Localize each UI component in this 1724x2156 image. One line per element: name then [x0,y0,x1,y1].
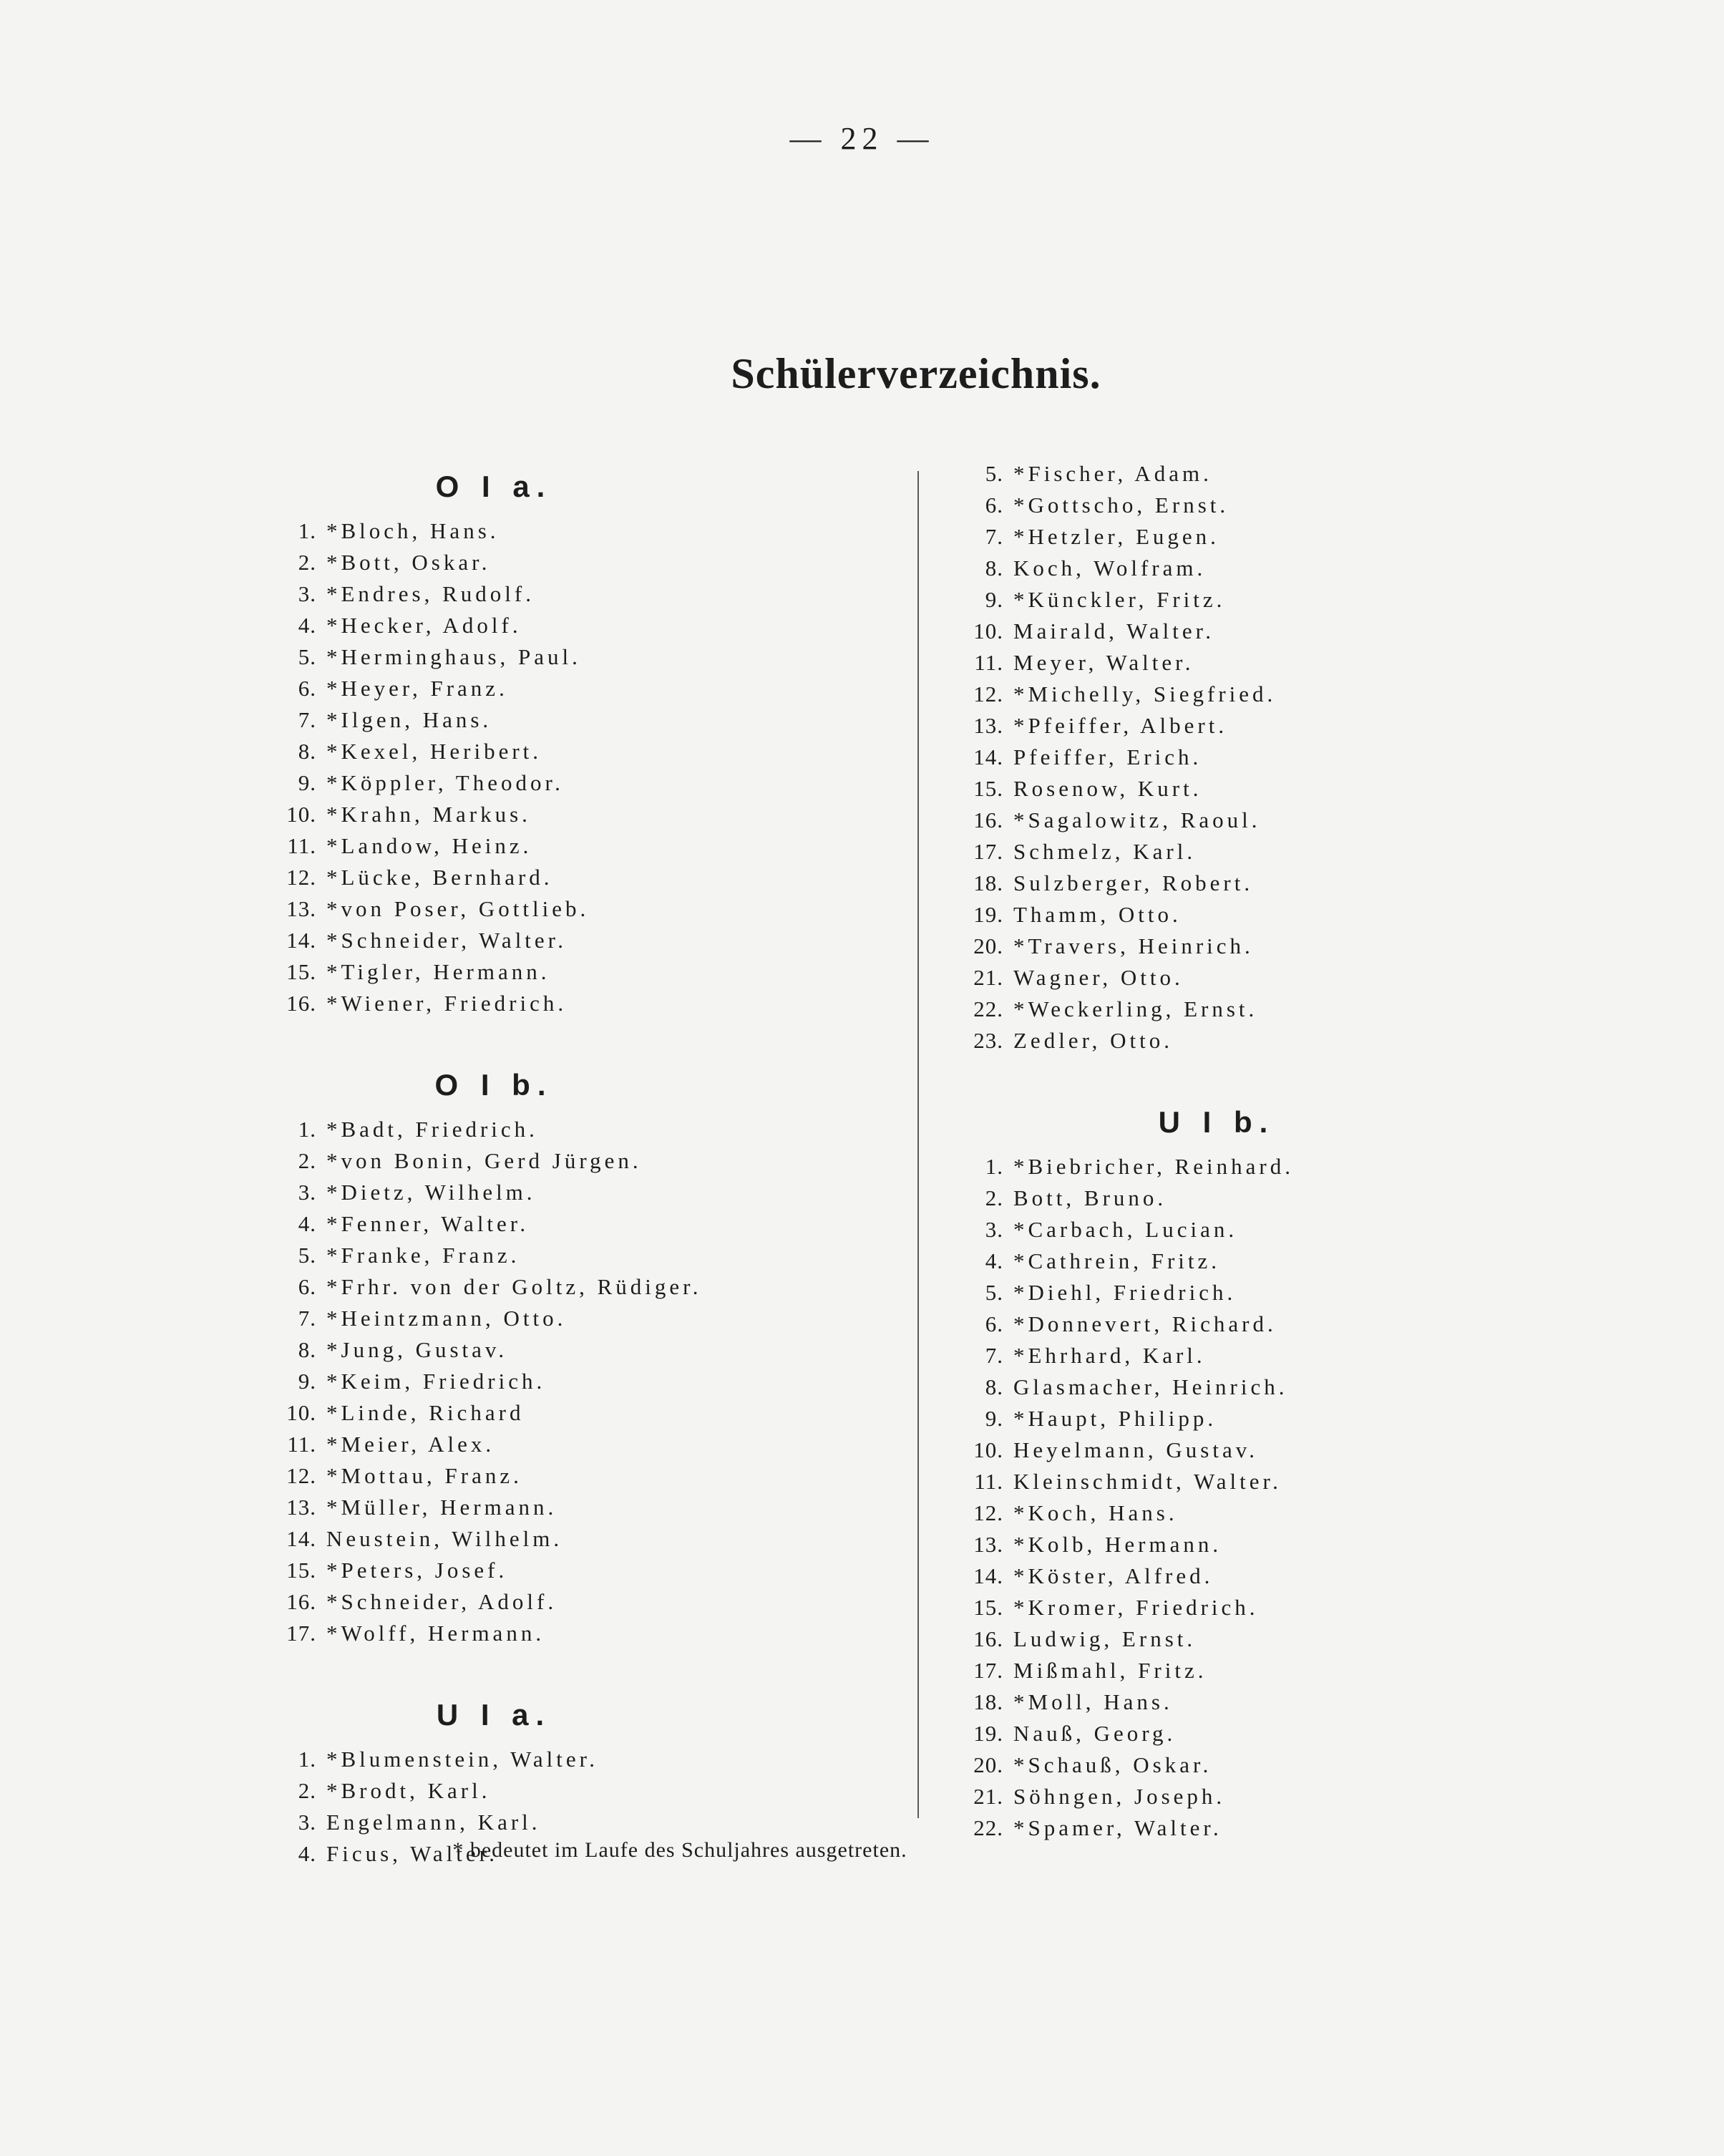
student-name: *Spamer, Walter. [1013,1815,1222,1840]
student-name: Wagner, Otto. [1013,965,1184,990]
class-heading: O I b. [434,1068,553,1102]
student-name: *Tigler, Hermann. [326,959,550,984]
student-name: Neustein, Wilhelm. [326,1526,563,1551]
student-name: Kleinschmidt, Walter. [1013,1469,1282,1494]
student-entry [952,553,1453,584]
student-name: *Bott, Oskar. [326,550,491,575]
entry-number: 3. [985,1217,1003,1242]
student-entry [952,1340,1453,1371]
entry-number: 13. [286,1495,316,1520]
student-entry [952,1214,1453,1245]
entry-number: 22. [973,996,1003,1021]
student-name: *Ehrhard, Karl. [1013,1343,1206,1368]
entry-number: 10. [973,1437,1003,1462]
student-name: *Blumenstein, Walter. [326,1747,599,1772]
student-name: *Schneider, Walter. [326,928,568,953]
entry-number: 8. [985,1374,1003,1399]
student-name: *Diehl, Friedrich. [1013,1280,1237,1305]
student-name: Heyelmann, Gustav. [1013,1437,1258,1462]
entry-number: 19. [973,1721,1003,1746]
student-entry [952,1277,1453,1308]
student-name: Ludwig, Ernst. [1013,1626,1197,1651]
entry-number: 8. [298,739,316,764]
entry-number: 7. [985,1343,1003,1368]
entry-number: 4. [985,1248,1003,1273]
student-list [952,458,1453,1057]
entry-number: 19. [973,902,1003,927]
entry-number: 12. [286,865,316,890]
student-name: *Michelly, Siegfried. [1013,681,1277,706]
student-name: *Müller, Hermann. [326,1495,557,1520]
entry-number: 7. [985,524,1003,549]
student-name: *Linde, Richard [326,1400,525,1425]
entry-number: 23. [973,1028,1003,1053]
student-entry [952,836,1453,868]
student-entry [265,1429,895,1460]
entry-number: 21. [973,1784,1003,1809]
student-entry [265,547,895,578]
student-name: *Schneider, Adolf. [326,1589,557,1614]
student-name: *Gottscho, Ernst. [1013,492,1229,518]
entry-number: 3. [298,1180,316,1205]
student-name: *Schauß, Oskar. [1013,1752,1212,1777]
student-entry [265,1240,895,1271]
student-name: *Mottau, Franz. [326,1463,522,1488]
student-entry [952,931,1453,962]
entry-number: 11. [287,1432,316,1457]
entry-number: 12. [286,1463,316,1488]
student-entry [952,868,1453,899]
entry-number: 15. [973,1595,1003,1620]
entry-number: 3. [298,581,316,606]
student-name: Engelmann, Karl. [326,1810,541,1835]
student-entry [265,1177,895,1208]
entry-number: 4. [298,613,316,638]
student-entry [265,956,895,988]
student-name: *Donnevert, Richard. [1013,1311,1277,1336]
entry-number: 5. [985,1280,1003,1305]
student-entry [265,1523,895,1555]
student-name: *Cathrein, Fritz. [1013,1248,1221,1273]
student-entry [265,830,895,862]
student-name: *Keim, Friedrich. [326,1369,546,1394]
student-entry [952,1497,1453,1529]
student-name: *von Bonin, Gerd Jürgen. [326,1148,642,1173]
class-section [952,458,1453,1057]
student-entry [952,1529,1453,1560]
student-entry [265,1208,895,1240]
entry-number: 8. [298,1337,316,1362]
student-name: *Kromer, Friedrich. [1013,1595,1259,1620]
student-name: *Lücke, Bernhard. [326,865,553,890]
student-entry [265,1807,895,1838]
student-name: *Koch, Hans. [1013,1500,1178,1525]
student-entry [952,1183,1453,1214]
student-entry [265,1334,895,1366]
student-entry [265,673,895,704]
entry-number: 2. [298,550,316,575]
student-name: Thamm, Otto. [1013,902,1182,927]
entry-number: 6. [985,1311,1003,1336]
student-name: *Kexel, Heribert. [326,739,542,764]
entry-number: 4. [298,1211,316,1236]
student-entry [952,1560,1453,1592]
student-entry [952,679,1453,710]
entry-number: 16. [973,1626,1003,1651]
student-name: *Haupt, Philipp. [1013,1406,1217,1431]
student-name: *Ilgen, Hans. [326,707,492,732]
student-name: *Badt, Friedrich. [326,1117,538,1142]
entry-number: 1. [298,518,316,543]
student-entry [265,893,895,925]
student-entry [265,767,895,799]
entry-number: 6. [298,676,316,701]
student-name: *Köster, Alfred. [1013,1563,1214,1588]
student-entry [265,736,895,767]
student-name: *Peters, Josef. [326,1558,508,1583]
class-section [265,458,895,1019]
entry-number: 2. [298,1148,316,1173]
entry-number: 18. [973,870,1003,895]
entry-number: 5. [985,461,1003,486]
entry-number: 13. [973,1532,1003,1557]
student-entry [265,988,895,1019]
student-name: Bott, Bruno. [1013,1185,1167,1210]
student-name: *Kolb, Hermann. [1013,1532,1222,1557]
student-entry [265,1303,895,1334]
entry-number: 11. [974,1469,1003,1494]
student-entry [952,1371,1453,1403]
student-name: *Heyer, Franz. [326,676,508,701]
entry-number: 15. [286,959,316,984]
student-list [265,515,895,1019]
student-name: Mairald, Walter. [1013,618,1214,644]
student-entry [952,490,1453,521]
entry-number: 1. [985,1154,1003,1179]
student-entry [952,1466,1453,1497]
entry-number: 4. [298,1841,316,1866]
student-name: *Moll, Hans. [1013,1689,1173,1714]
student-entry [952,1781,1453,1812]
student-name: Mißmahl, Fritz. [1013,1658,1207,1683]
entry-number: 14. [286,928,316,953]
student-name: Söhngen, Joseph. [1013,1784,1226,1809]
entry-number: 14. [973,1563,1003,1588]
student-name: Meyer, Walter. [1013,650,1194,675]
student-entry [265,1492,895,1523]
entry-number: 10. [286,802,316,827]
student-name: Rosenow, Kurt. [1013,776,1202,801]
entry-number: 21. [973,965,1003,990]
student-list [952,1151,1453,1844]
entry-number: 15. [973,776,1003,801]
right-column [952,458,1453,1844]
student-entry [952,1749,1453,1781]
student-name: *Fischer, Adam. [1013,461,1212,486]
student-name: Koch, Wolfram. [1013,555,1207,581]
student-name: *Wiener, Friedrich. [326,991,568,1016]
student-entry [952,1655,1453,1686]
entry-number: 16. [286,1589,316,1614]
entry-number: 17. [286,1621,316,1646]
student-name: *Krahn, Markus. [326,802,531,827]
entry-number: 3. [298,1810,316,1835]
student-name: *Franke, Franz. [326,1243,520,1268]
entry-number: 6. [985,492,1003,518]
footnote: * bedeutet im Laufe des Schuljahres ausgetreten. [452,1838,907,1862]
page-title: Schülerverzeichnis. [731,350,1101,397]
student-entry [265,1555,895,1586]
entry-number: 14. [973,744,1003,769]
student-entry [265,1460,895,1492]
entry-number: 9. [985,587,1003,612]
class-heading: U I b. [1158,1105,1275,1139]
student-name: *Carbach, Lucian. [1013,1217,1238,1242]
student-entry [952,1718,1453,1749]
student-entry [265,1618,895,1649]
entry-number: 13. [286,896,316,921]
entry-number: 20. [973,1752,1003,1777]
student-name: Pfeiffer, Erich. [1013,744,1202,769]
student-name: *Biebricher, Reinhard. [1013,1154,1294,1179]
entry-number: 12. [973,681,1003,706]
student-entry [952,962,1453,994]
student-entry [265,578,895,610]
student-entry [952,1151,1453,1183]
student-name: *Pfeiffer, Albert. [1013,713,1228,738]
column-divider [917,471,919,1818]
student-entry [265,1366,895,1397]
entry-number: 2. [298,1778,316,1803]
entry-number: 6. [298,1274,316,1299]
student-list [265,1114,895,1649]
student-name: Ficus, Walter. [326,1841,499,1866]
entry-number: 12. [973,1500,1003,1525]
student-entry [952,584,1453,616]
student-entry [265,1744,895,1775]
student-name: *Dietz, Wilhelm. [326,1180,536,1205]
student-entry [952,773,1453,805]
student-name: *Brodt, Karl. [326,1778,491,1803]
page-number: — 22 — [789,121,935,156]
student-name: *Hetzler, Eugen. [1013,524,1219,549]
entry-number: 5. [298,1243,316,1268]
student-entry [265,610,895,641]
entry-number: 18. [973,1689,1003,1714]
student-name: *Heintzmann, Otto. [326,1306,567,1331]
student-name: *Weckerling, Ernst. [1013,996,1258,1021]
entry-number: 9. [298,770,316,795]
entry-number: 1. [298,1117,316,1142]
student-entry [952,899,1453,931]
entry-number: 17. [973,1658,1003,1683]
student-name: *Köppler, Theodor. [326,770,564,795]
left-column [265,458,895,1870]
class-section [265,1649,895,1870]
class-section [952,1057,1453,1844]
entry-number: 16. [286,991,316,1016]
student-entry [265,1397,895,1429]
student-name: *Travers, Heinrich. [1013,933,1254,958]
student-name: *Meier, Alex. [326,1432,495,1457]
class-heading: U I a. [436,1698,552,1732]
student-name: Sulzberger, Robert. [1013,870,1254,895]
entry-number: 16. [973,807,1003,832]
entry-number: 5. [298,644,316,669]
student-name: Glasmacher, Heinrich. [1013,1374,1288,1399]
entry-number: 13. [973,713,1003,738]
student-entry [265,704,895,736]
student-entry [952,1623,1453,1655]
student-name: *von Poser, Gottlieb. [326,896,590,921]
student-name: *Landow, Heinz. [326,833,532,858]
student-name: *Frhr. von der Goltz, Rüdiger. [326,1274,702,1299]
student-entry [952,994,1453,1025]
entry-number: 20. [973,933,1003,958]
student-name: Schmelz, Karl. [1013,839,1197,864]
entry-number: 14. [286,1526,316,1551]
entry-number: 7. [298,1306,316,1331]
entry-number: 2. [985,1185,1003,1210]
entry-number: 11. [287,833,316,858]
student-entry [265,1114,895,1145]
student-entry [952,805,1453,836]
student-entry [265,925,895,956]
entry-number: 9. [985,1406,1003,1431]
entry-number: 11. [974,650,1003,675]
student-name: *Wolff, Hermann. [326,1621,545,1646]
student-entry [952,616,1453,647]
entry-number: 1. [298,1747,316,1772]
entry-number: 7. [298,707,316,732]
student-entry [265,1271,895,1303]
student-entry [265,799,895,830]
student-name: *Endres, Rudolf. [326,581,535,606]
student-entry [952,1403,1453,1434]
student-name: *Hecker, Adolf. [326,613,522,638]
student-name: *Sagalowitz, Raoul. [1013,807,1261,832]
student-entry [265,641,895,673]
student-name: *Künckler, Fritz. [1013,587,1226,612]
student-name: Nauß, Georg. [1013,1721,1177,1746]
student-entry [952,710,1453,742]
student-entry [952,742,1453,773]
student-entry [952,1686,1453,1718]
entry-number: 22. [973,1815,1003,1840]
entry-number: 15. [286,1558,316,1583]
section-gap [952,1057,1453,1094]
entry-number: 17. [973,839,1003,864]
student-entry [952,1025,1453,1057]
student-name: *Bloch, Hans. [326,518,500,543]
student-entry [952,1245,1453,1277]
student-entry [952,1434,1453,1466]
section-gap [265,1019,895,1057]
entry-number: 10. [286,1400,316,1425]
student-entry [952,1308,1453,1340]
student-name: Zedler, Otto. [1013,1028,1174,1053]
student-entry [952,521,1453,553]
class-heading: O I a. [435,470,552,503]
class-section [265,1019,895,1649]
student-entry [265,1586,895,1618]
student-entry [952,647,1453,679]
student-name: *Jung, Gustav. [326,1337,508,1362]
student-entry [265,862,895,893]
student-name: *Herminghaus, Paul. [326,644,581,669]
student-name: *Fenner, Walter. [326,1211,530,1236]
entry-number: 10. [973,618,1003,644]
entry-number: 8. [985,555,1003,581]
student-entry [265,1145,895,1177]
section-gap [265,1649,895,1686]
student-entry [952,458,1453,490]
student-entry [265,515,895,547]
student-entry [952,1592,1453,1623]
entry-number: 9. [298,1369,316,1394]
student-entry [265,1775,895,1807]
